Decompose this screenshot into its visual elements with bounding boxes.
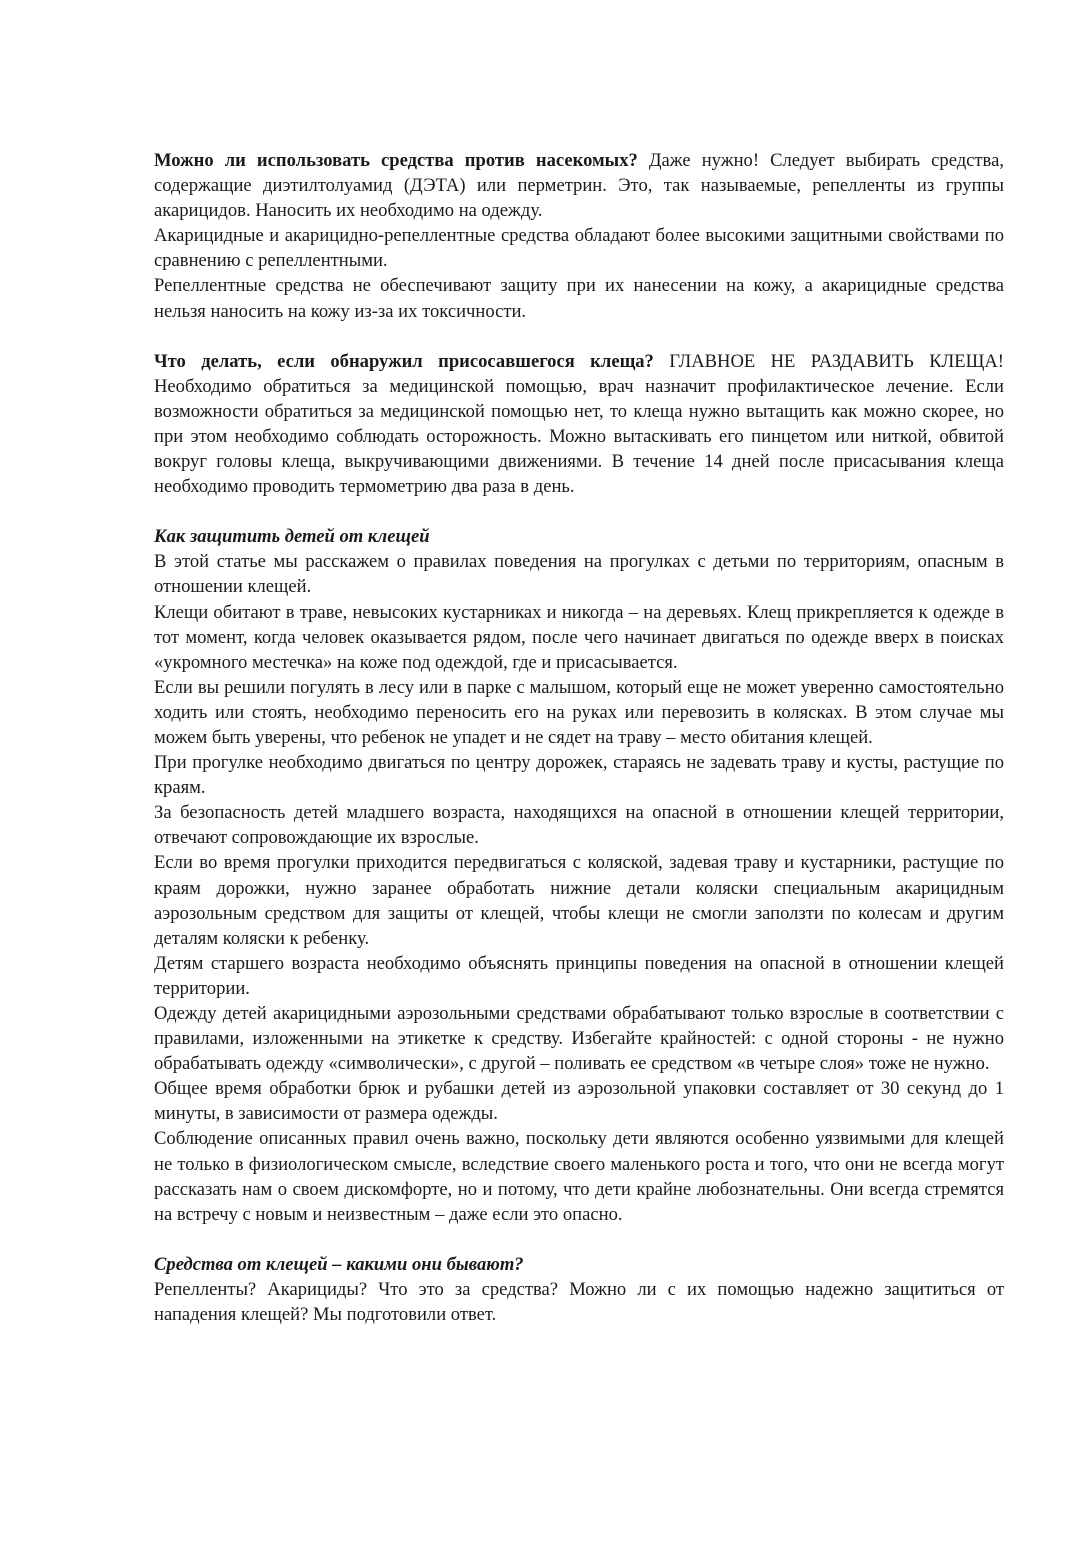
attached-tick-question: Что делать, если обнаружил присосавшегося клеща? bbox=[154, 350, 654, 372]
document-page bbox=[154, 148, 1004, 1327]
children-paragraph: При прогулке необходимо двигаться по центру дорожек, стараясь не задевать траву и кусты, растущие по краям. bbox=[154, 752, 1004, 799]
children-paragraph: Если во время прогулки приходится передвигаться с коляской, задевая траву и кустарники, растущие по краям дорожки, нужно заранее обработать нижние детали коляски специальным акарицидным аэрозольным средством для защиты от клещей, чтобы клещи не смогли заползти по колесам и другим деталям коляски к ребенку. bbox=[154, 852, 1004, 949]
insect-repellent-answer: Даже нужно! Следует выбирать средства, содержащие диэтилтолуамид (ДЭТА) или перметрин. Это, так называемые, репелленты из группы акарицидов. Наносить их необходимо на одежду. bbox=[154, 150, 1004, 222]
tick-products-paragraph: Репелленты? Акарициды? Что это за средства? Можно ли с их помощью надежно защититься от нападения клещей? Мы подготовили ответ. bbox=[154, 1278, 1004, 1326]
children-paragraph: Если вы решили погулять в лесу или в парке с малышом, который еще не может уверенно самостоятельно ходить или стоять, необходимо переносить его на руках или перевозить в колясках. В этом случае мы можем быть уверены, что ребенок не упадет и не сядет на траву – место обитания клещей. bbox=[154, 676, 1004, 748]
attached-tick-paragraph bbox=[154, 349, 1004, 500]
children-protection-heading: Как защитить детей от клещей bbox=[154, 526, 430, 548]
insect-repellent-question: Можно ли использовать средства против насекомых? bbox=[154, 150, 638, 171]
section-gap bbox=[154, 1227, 1004, 1252]
children-paragraph: Клещи обитают в траве, невысоких кустарниках и никогда – на деревьях. Клещ прикрепляется к одежде в тот момент, когда человек оказывается рядом, после чего начинает двигаться по одежде вверх в поисках «укромного местечка» на коже под одеждой, где и присасывается. bbox=[154, 601, 1004, 673]
children-paragraph: Соблюдение описанных правил очень важно, поскольку дети являются особенно уязвимыми для клещей не только в физиологическом смысле, вследствие своего маленького роста и того, что они не всегда могут рассказать нам о своем дискомфорте, но и потому, что дети крайне любознательны. Они всегда стремятся на встречу с новым и неизвестным – даже если это опасно. bbox=[154, 1128, 1004, 1225]
children-paragraph: За безопасность детей младшего возраста, находящихся на опасной в отношении клещей территории, отвечают сопровождающие их взрослые. bbox=[154, 802, 1004, 849]
tick-products-heading: Средства от клещей – какими они бывают? bbox=[154, 1253, 524, 1275]
attached-tick-answer: ГЛАВНОЕ НЕ РАЗДАВИТЬ КЛЕЩА! Необходимо обратиться за медицинской помощью, врач назначит профилактическое лечение. Если возможности обратиться за медицинской помощью нет, то клеща нужно вытащить как можно скорее, но при этом необходимо соблюдать осторожность. Можно вытаскивать его пинцетом или ниткой, обвитой вокруг головы клеща, выкручивающими движениями. В течение 14 дней после присасывания клеща необходимо проводить термометрию два раза в день. bbox=[154, 350, 1004, 498]
children-paragraph: Одежду детей акарицидными аэрозольными средствами обрабатывают только взрослые в соответствии с правилами, изложенными на этикетке к средству. Избегайте крайностей: с одной стороны - не нужно обрабатывать одежду «символически», с другой – поливать ее средством «в четыре слоя» тоже не нужно. bbox=[154, 1003, 1004, 1075]
acaricide-comparison-paragraph: Акарицидные и акарицидно-репеллентные средства обладают более высокими защитными свойствами по сравнению с репеллентными. bbox=[154, 225, 1004, 272]
children-paragraph: Общее время обработки брюк и рубашки детей из аэрозольной упаковки составляет от 30 секунд до 1 минуты, в зависимости от размера одежды. bbox=[154, 1078, 1004, 1125]
children-paragraph: В этой статье мы расскажем о правилах поведения на прогулках с детьми по территориям, опасным в отношении клещей. bbox=[154, 551, 1004, 598]
section-gap bbox=[154, 499, 1004, 524]
section-gap bbox=[154, 324, 1004, 349]
insect-repellent-paragraph bbox=[154, 148, 1004, 223]
skin-application-paragraph: Репеллентные средства не обеспечивают защиту при их нанесении на кожу, а акарицидные средства нельзя наносить на кожу из-за их токсичности. bbox=[154, 275, 1004, 322]
children-paragraph: Детям старшего возраста необходимо объяснять принципы поведения на опасной в отношении клещей территории. bbox=[154, 952, 1004, 999]
